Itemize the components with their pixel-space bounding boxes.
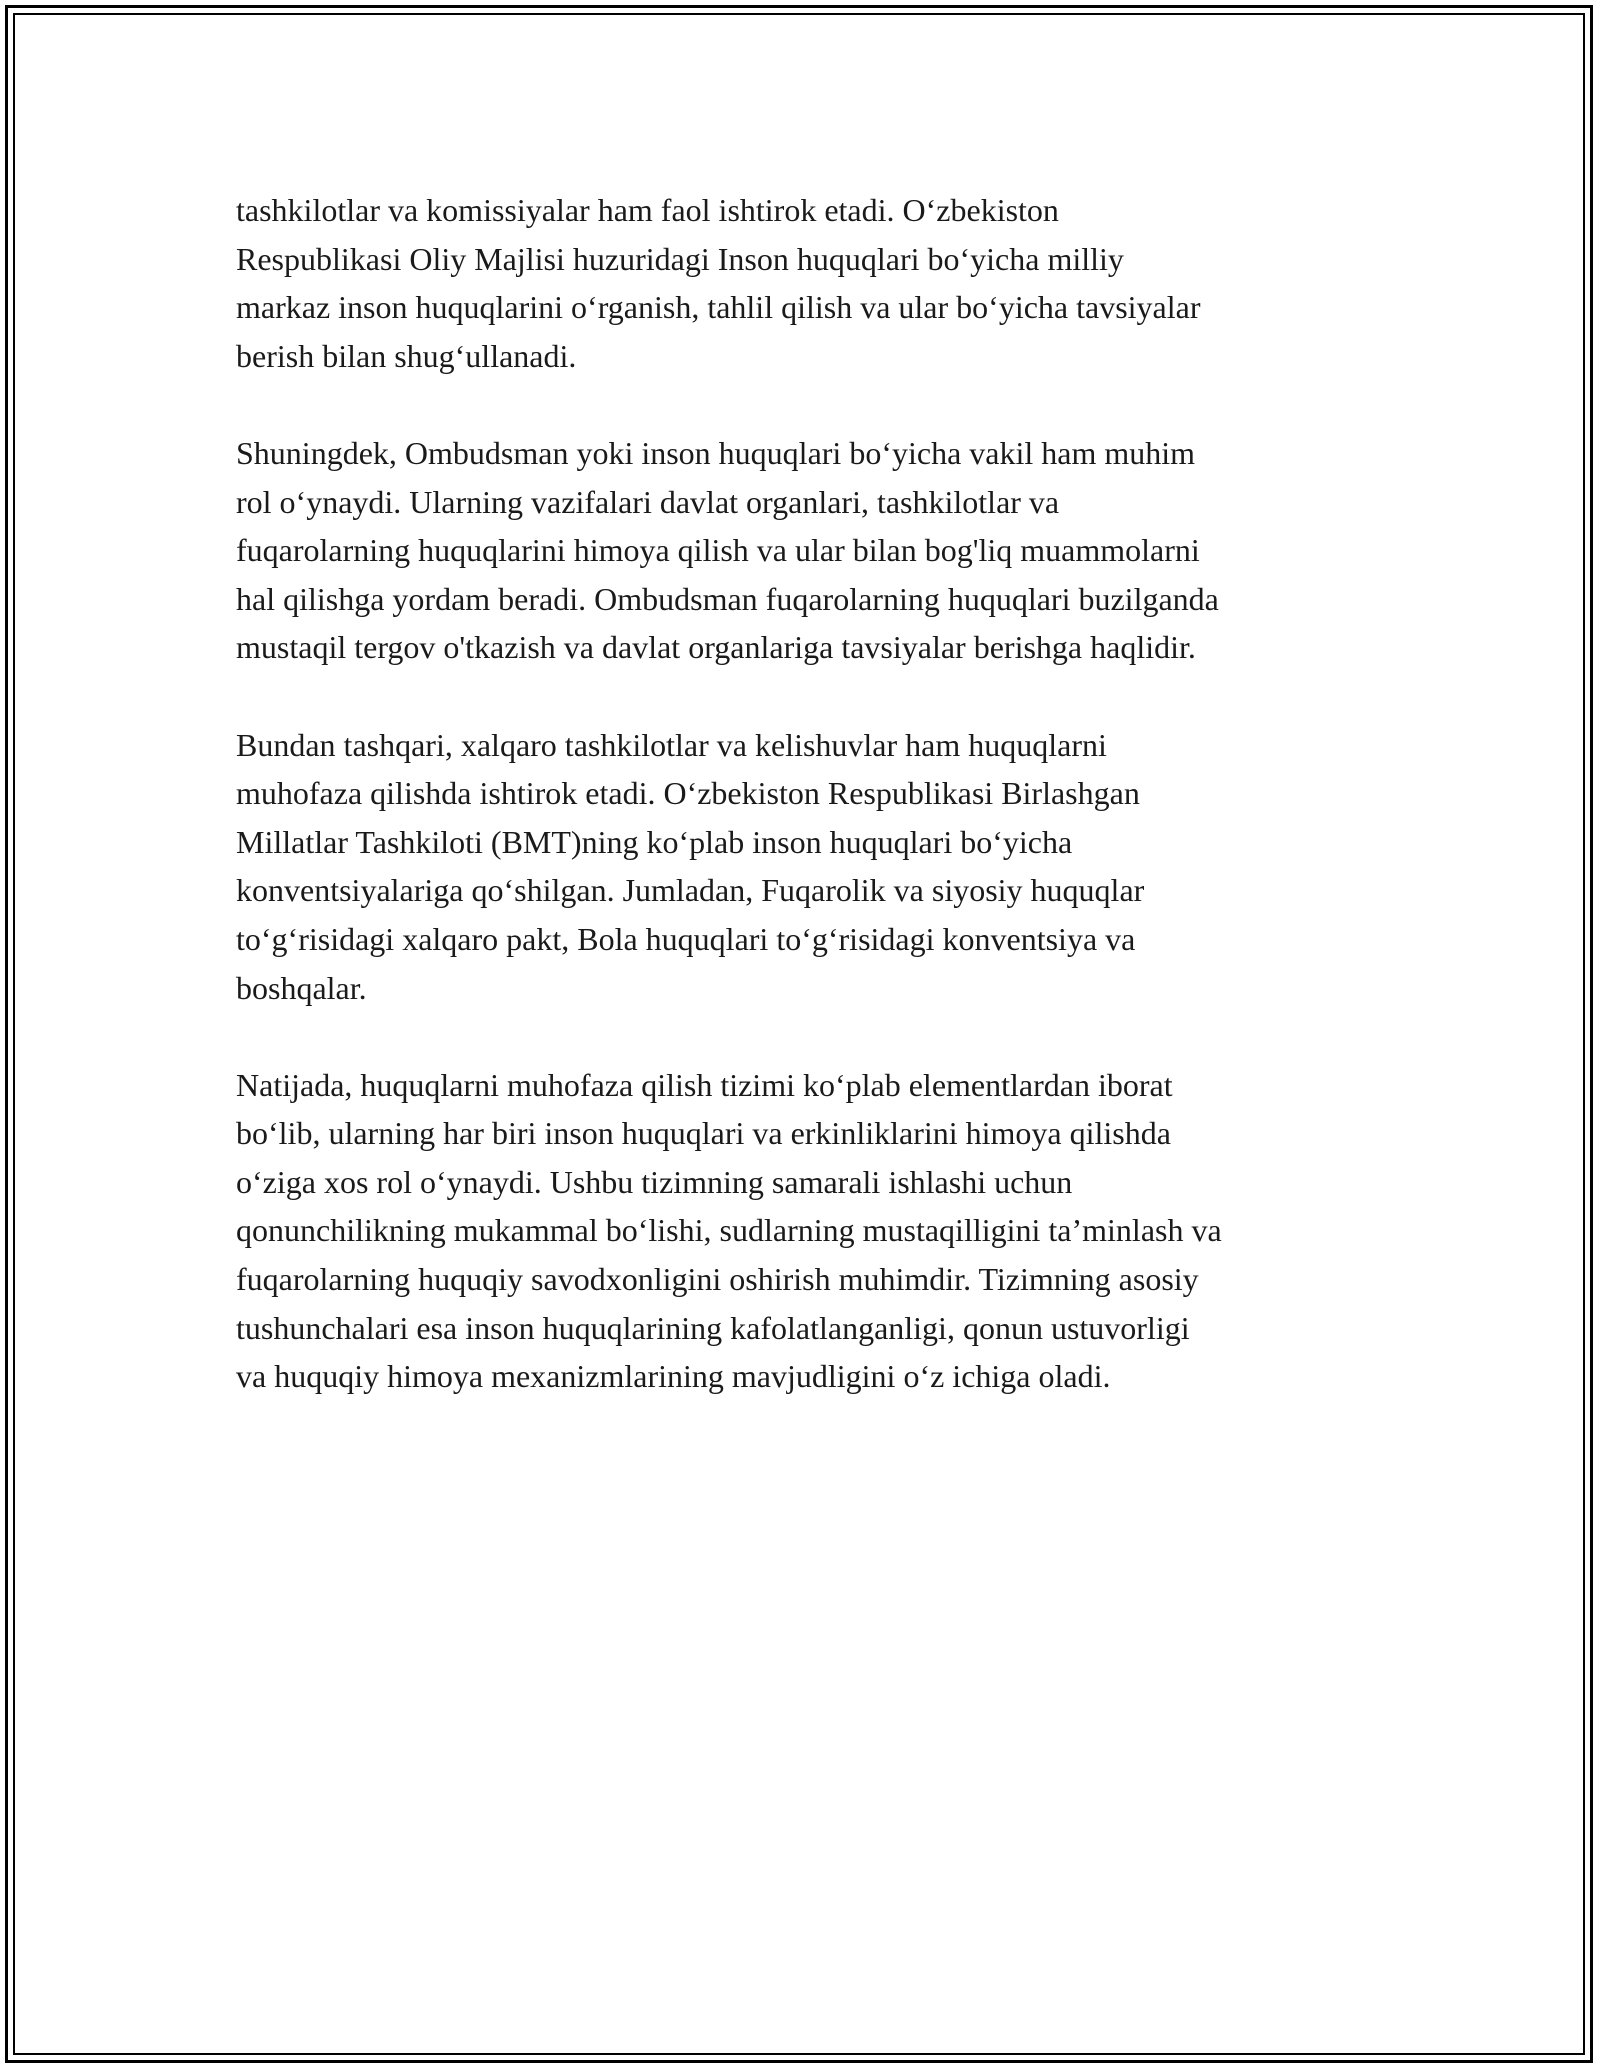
text-line: mustaqil tergov o'tkazish va davlat organlariga tavsiyalar berishga haqlidir. — [236, 629, 1196, 666]
text-line: markaz inson huquqlarini o‘rganish, tahlil qilish va ular bo‘yicha tavsiyalar — [236, 289, 1201, 326]
text-line: hal qilishga yordam beradi. Ombudsman fuqarolarning huquqlari buzilganda — [236, 580, 1219, 617]
text-line: va huquqiy himoya mexanizmlarining mavjudligini o‘z ichiga oladi. — [236, 1358, 1111, 1395]
paragraph — [236, 186, 1386, 380]
text-line: boshqalar. — [236, 969, 367, 1006]
text-line: tashkilotlar va komissiyalar ham faol ishtirok etadi. O‘zbekiston — [236, 192, 1059, 228]
text-line: Shuningdek, Ombudsman yoki inson huquqlari bo‘yicha vakil ham muhim — [236, 434, 1196, 471]
paragraph — [236, 1061, 1386, 1401]
text-line: qonunchilikning mukammal bo‘lishi, sudlarning mustaqilligini ta’minlash va — [236, 1212, 1222, 1249]
text-line: Millatlar Tashkiloti (BMT)ning ko‘plab inson huquqlari bo‘yicha — [236, 823, 1073, 860]
text-line: Respublikasi Oliy Majlisi huzuridagi Inson huquqlari bo‘yicha milliy — [236, 240, 1124, 277]
text-line: to‘g‘risidagi xalqaro pakt, Bola huquqlari to‘g‘risidagi konventsiya va — [236, 920, 1136, 957]
paragraph — [236, 721, 1386, 1013]
text-line: o‘ziga xos rol o‘ynaydi. Ushbu tizimning samarali ishlashi uchun — [236, 1163, 1073, 1200]
text-line: bo‘lib, ularning har biri inson huquqlari va erkinliklarini himoya qilishda — [236, 1115, 1171, 1152]
text-line: rol o‘ynaydi. Ularning vazifalari davlat organlari, tashkilotlar va — [236, 483, 1060, 520]
text-line: fuqarolarning huquqlarini himoya qilish va ular bilan bog'liq muammolarni — [236, 532, 1200, 569]
text-line: Natijada, huquqlarni muhofaza qilish tizimi ko‘plab elementlardan iborat — [236, 1066, 1173, 1103]
text-line: muhofaza qilishda ishtirok etadi. O‘zbekiston Respublikasi Birlashgan — [236, 775, 1140, 812]
text-line: fuqarolarning huquqiy savodxonligini oshirish muhimdir. Tizimning asosiy — [236, 1261, 1199, 1298]
paragraph — [236, 429, 1386, 672]
text-line: tushunchalari esa inson huquqlarining kafolatlanganligi, qonun ustuvorligi — [236, 1309, 1190, 1346]
text-line: konventsiyalariga qo‘shilgan. Jumladan, Fuqarolik va siyosiy huquqlar — [236, 872, 1145, 909]
document-body — [236, 186, 1386, 1449]
text-line: Bundan tashqari, xalqaro tashkilotlar va kelishuvlar ham huquqlarni — [236, 726, 1107, 763]
text-line: berish bilan shug‘ullanadi. — [236, 337, 577, 374]
